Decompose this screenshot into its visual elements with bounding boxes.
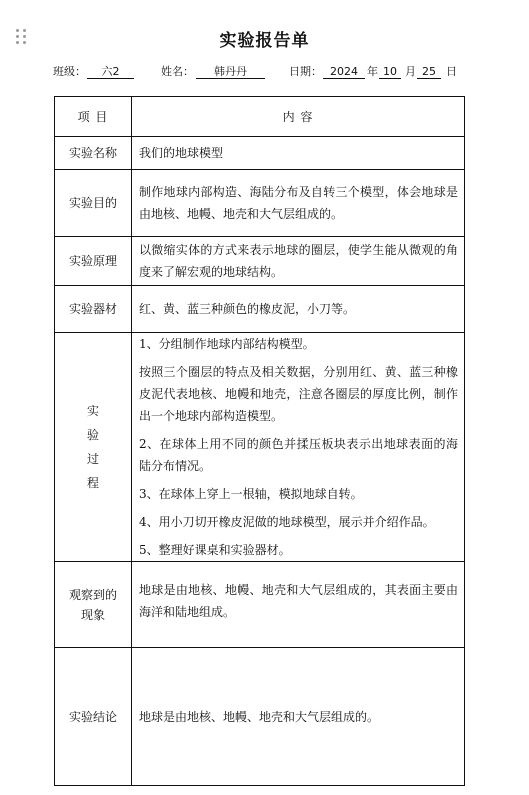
label-conclusion: 实验结论 (55, 648, 132, 786)
process-step: 1、分组制作地球内部结构模型。 (139, 337, 315, 351)
year-unit: 年 (367, 65, 378, 78)
label-experiment-principle: 实验原理 (55, 237, 132, 286)
content-experiment-principle[interactable]: 以微缩实体的方式来表示地球的圈层，使学生能从微观的角度来了解宏观的地球结构。 (132, 237, 465, 286)
row-experiment-purpose (55, 170, 465, 237)
process-label-char: 程 (86, 476, 99, 490)
observation-label-line: 观察到的 (68, 587, 117, 602)
label-experiment-process (55, 333, 132, 562)
day-field[interactable]: 25 (417, 64, 441, 79)
month-field[interactable]: 10 (379, 64, 401, 79)
process-step: 5、整理好课桌和实验器材。 (139, 543, 291, 557)
table-header-row (55, 97, 465, 137)
header-content: 内 容 (132, 97, 465, 137)
year-field[interactable]: 2024 (323, 64, 365, 79)
process-label-char: 验 (86, 428, 99, 442)
name-label: 姓名： (161, 65, 194, 78)
class-label: 班级： (53, 65, 86, 78)
label-experiment-purpose: 实验目的 (55, 170, 132, 237)
content-experiment-name[interactable]: 我们的地球模型 (132, 137, 465, 170)
class-field[interactable]: 六2 (87, 64, 134, 79)
process-step: 2、在球体上用不同的颜色并揉压板块表示出地球表面的海陆分布情况。 (139, 437, 458, 473)
process-label-char: 实 (86, 404, 99, 418)
label-experiment-materials: 实验器材 (55, 286, 132, 333)
header-item: 项 目 (55, 97, 132, 137)
process-step: 3、在球体上穿上一根轴，模拟地球自转。 (139, 487, 363, 501)
row-conclusion (55, 648, 465, 786)
label-experiment-name: 实验名称 (55, 137, 132, 170)
content-experiment-process[interactable] (132, 333, 465, 562)
row-experiment-process (55, 333, 465, 562)
process-step: 4、用小刀切开橡皮泥做的地球模型，展示并介绍作品。 (139, 515, 435, 529)
content-observation[interactable]: 地球是由地核、地幔、地壳和大气层组成的，其表面主要由海洋和陆地组成。 (132, 562, 465, 648)
process-step: 按照三个圈层的特点及相关数据，分别用红、黄、蓝三种橡皮泥代表地核、地幔和地壳，注意各圈层的厚度比例，制作出一个地球内部构造模型。 (139, 365, 458, 423)
row-experiment-name (55, 137, 465, 170)
content-experiment-purpose[interactable]: 制作地球内部构造、海陆分布及自转三个模型，体会地球是由地核、地幔、地壳和大气层组成的。 (132, 170, 465, 237)
content-experiment-materials[interactable]: 红、黄、蓝三种颜色的橡皮泥，小刀等。 (132, 286, 465, 333)
process-label-char: 过 (86, 452, 99, 466)
name-field[interactable]: 韩丹丹 (196, 64, 265, 79)
label-observation (55, 562, 132, 648)
month-unit: 月 (405, 65, 416, 78)
day-unit: 日 (446, 65, 457, 78)
row-experiment-principle (55, 237, 465, 286)
row-observation (55, 562, 465, 648)
date-label: 日期： (289, 65, 322, 78)
row-experiment-materials (55, 286, 465, 333)
content-conclusion[interactable]: 地球是由地核、地幔、地壳和大气层组成的。 (132, 648, 465, 786)
observation-label-line: 现象 (80, 607, 105, 622)
page-title: 实验报告单 (219, 31, 310, 51)
report-meta (53, 64, 469, 80)
report-table (54, 96, 465, 786)
